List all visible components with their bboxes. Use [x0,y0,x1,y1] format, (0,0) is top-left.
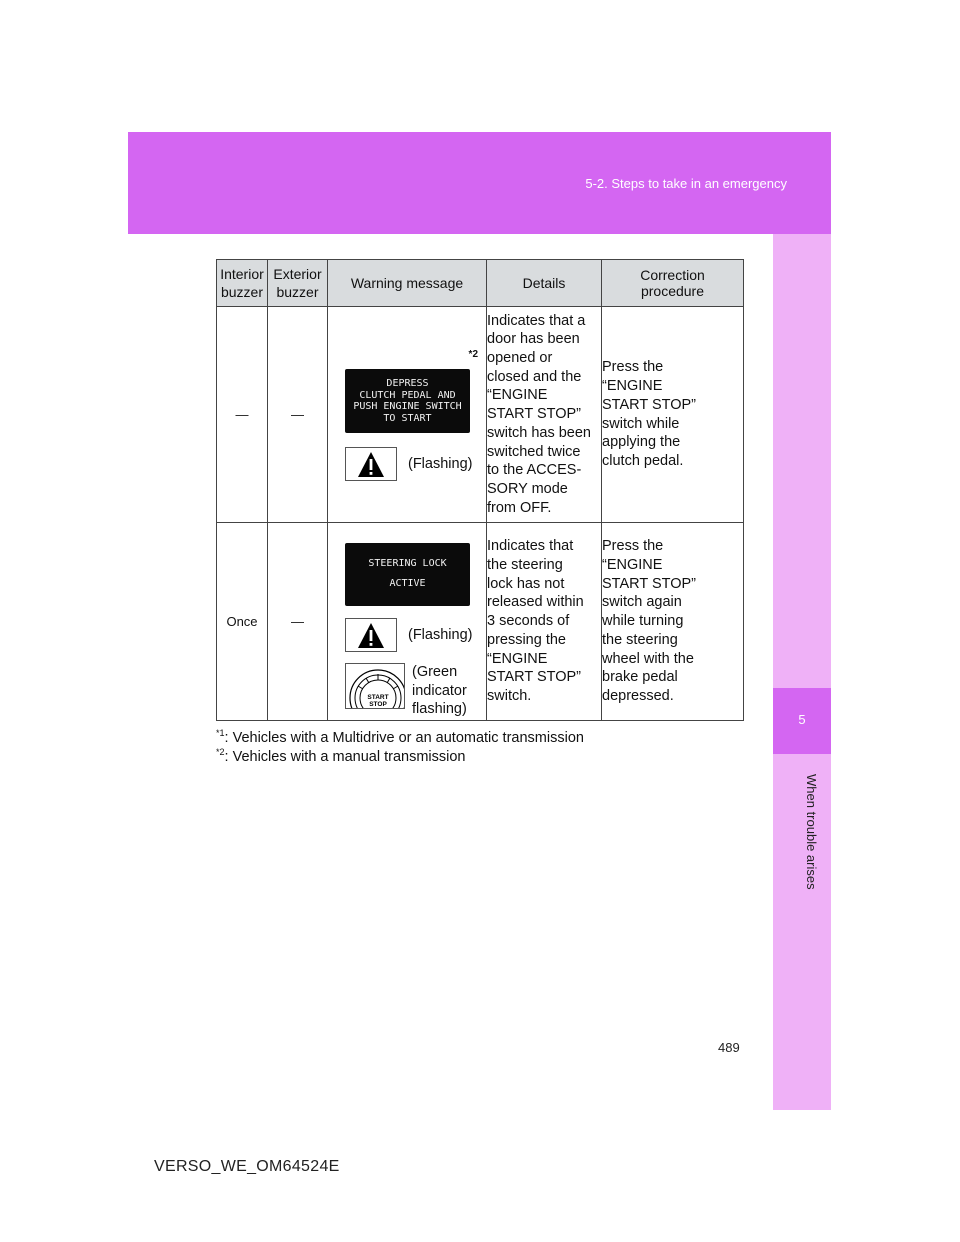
side-tab [773,234,831,1110]
page-number: 489 [718,1040,740,1055]
header-interior-buzzer: Interior buzzer [217,260,268,307]
header-exterior-buzzer: Exterior buzzer [268,260,328,307]
warning-message-cell [328,523,487,721]
chapter-number-box [773,688,831,754]
warning-triangle-icon [345,618,397,652]
svg-text:STOP: STOP [369,701,387,708]
details-cell: Indicates that a door has been opened or closed and the “ENGINE START STOP” switch has been switched twice to the ACCES- SORY mode from OFF. [487,307,602,523]
footnote-mark: *2 [468,349,478,360]
svg-text:START: START [367,694,389,701]
interior-buzzer-cell: Once [217,523,268,721]
header-warning-message: Warning message [328,260,487,307]
document-code: VERSO_WE_OM64524E [154,1158,340,1175]
warning-message-cell [328,307,487,523]
table-row [217,307,744,523]
warning-triangle-icon [345,447,397,481]
section-title: 5-2. Steps to take in an emergency [585,176,787,191]
warning-table [216,259,744,721]
header-details: Details [487,260,602,307]
green-indicator-label: (Green indicator flashing) [412,664,467,718]
chapter-number: 5 [798,712,806,727]
header-band [128,132,831,234]
exterior-buzzer-cell: — [268,523,328,721]
lcd-display: STEERING LOCK ACTIVE [345,543,470,606]
start-stop-button-icon [345,663,405,709]
lcd-display: DEPRESS CLUTCH PEDAL AND PUSH ENGINE SWITCH TO START [345,369,470,433]
correction-cell: Press the “ENGINE START STOP” switch while applying the clutch pedal. [602,307,744,523]
correction-cell: Press the “ENGINE START STOP” switch again while turning the steering wheel with the brake pedal depressed. [602,523,744,721]
footnote: $^{*2}$: Vehicles with a manual transmission [216,747,466,765]
exterior-buzzer-cell: — [268,307,328,523]
flashing-label: (Flashing) [408,627,473,643]
table-header-row [217,260,744,307]
footnote: $^{*1}$: Vehicles with a Multidrive or an automatic transmission [216,728,584,746]
details-cell: Indicates that the steering lock has not released within 3 seconds of pressing the “ENGINE START STOP” switch. [487,523,602,721]
header-correction: Correction procedure [602,260,744,307]
flashing-label: (Flashing) [408,456,473,472]
chapter-label: When trouble arises [804,774,819,890]
interior-buzzer-cell: — [217,307,268,523]
table-row [217,523,744,721]
